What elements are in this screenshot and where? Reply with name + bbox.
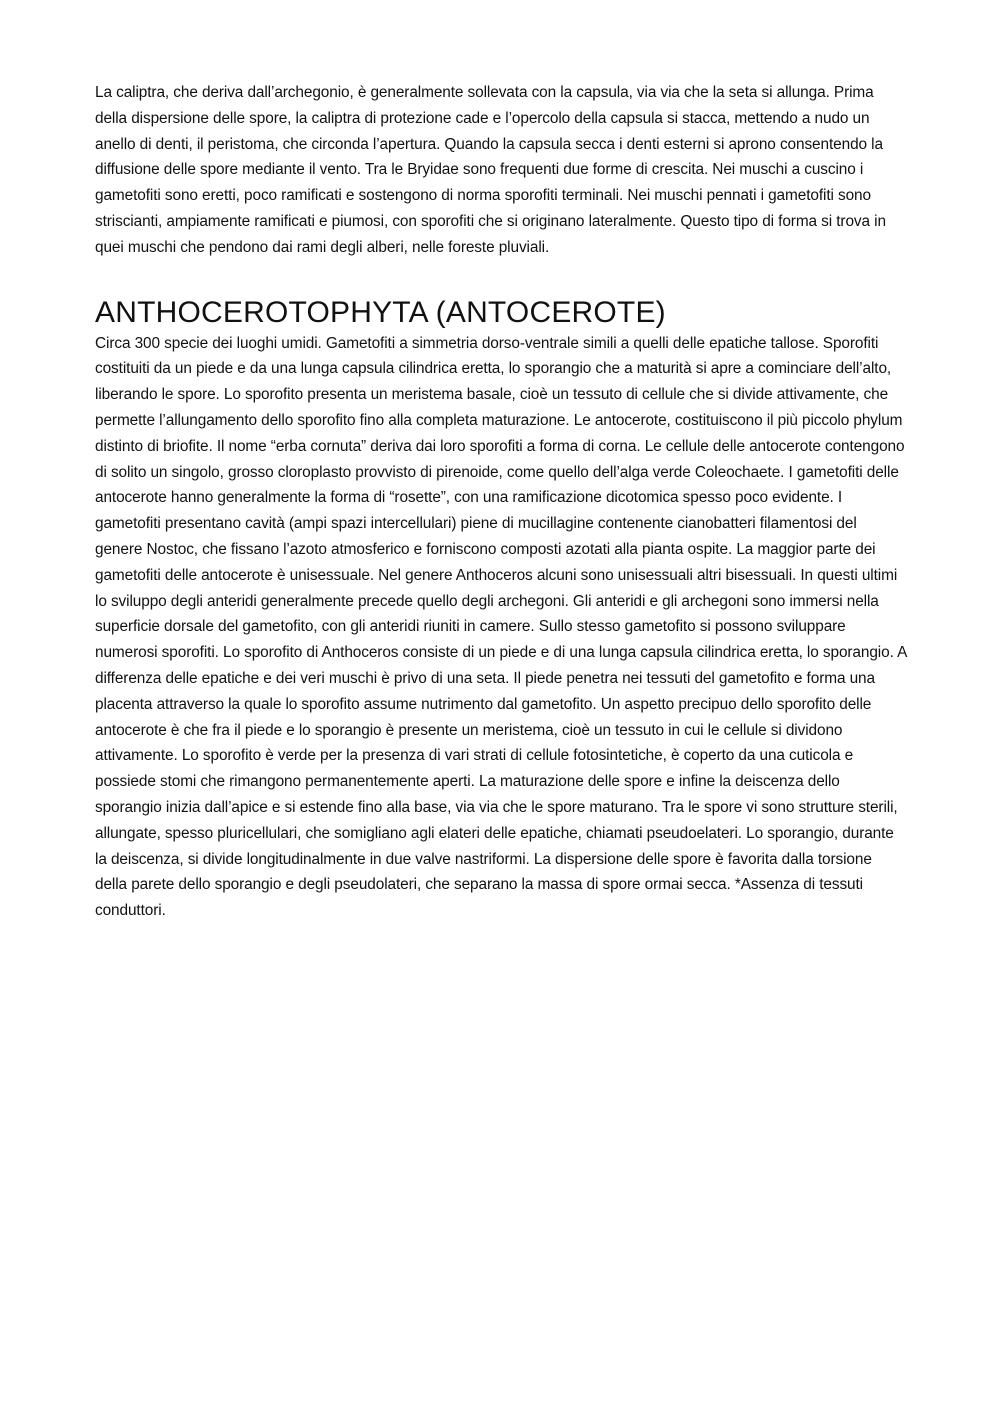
- document-page: [95, 80, 907, 924]
- section-paragraph: Circa 300 specie dei luoghi umidi. Gametofiti a simmetria dorso-ventrale simili a quelli delle epatiche tallose. Sporofiti costituiti da un piede e da una lunga capsula cilindrica eretta, lo sporangio che a maturità si apre a cominciare dell’alto, liberando le spore. Lo sporofito presenta un meristema basale, cioè un tessuto di cellule che si divide attivamente, che permette l’allungamento dello sporofito fino alla completa maturazione. Le antocerote, costituiscono il più piccolo phylum distinto di briofite. Il nome “erba cornuta” deriva dai loro sporofiti a forma di corna. Le cellule delle antocerote contengono di solito un singolo, grosso cloroplasto provvisto di pirenoide, come quello dell’alga verde Coleochaete. I gametofiti delle antocerote hanno generalmente la forma di “rosette”, con una ramificazione dicotomica spesso poco evidente. I gametofiti presentano cavità (ampi spazi intercellulari) piene di mucillagine contenente cianobatteri filamentosi del genere Nostoc, che fissano l’azoto atmosferico e forniscono composti azotati alla pianta ospite. La maggior parte dei gametofiti delle antocerote è unisessuale. Nel genere Anthoceros alcuni sono unisessuali altri bisessuali. In questi ultimi lo sviluppo degli anteridi generalmente precede quello degli archegoni. Gli anteridi e gli archegoni sono immersi nella superficie dorsale del gametofito, con gli anteridi riuniti in camere. Sullo stesso gametofito si possono sviluppare numerosi sporofiti. Lo sporofito di Anthoceros consiste di un piede e di una lunga capsula cilindrica eretta, lo sporangio. A differenza delle epatiche e dei veri muschi è privo di una seta. Il piede penetra nei tessuti del gametofito e forma una placenta attraverso la quale lo sporofito assume nutrimento dal gametofito. Un aspetto precipuo dello sporofito delle antocerote è che fra il piede e lo sporangio è presente un meristema, cioè un tessuto in cui le cellule si dividono attivamente. Lo sporofito è verde per la presenza di vari strati di cellule fotosintetiche, è coperto da una cuticola e possiede stomi che rimangono permanentemente aperti. La maturazione delle spore e infine la deiscenza dello sporangio inizia dall’apice e si estende fino alla base, via via che le spore maturano. Tra le spore vi sono strutture sterili, allungate, spesso pluricellulari, che somigliano agli elateri delle epatiche, chiamati pseudoelateri. Lo sporangio, durante la deiscenza, si divide longitudinalmente in due valve nastriformi. La dispersione delle spore è favorita dalla torsione della parete dello sporangio e degli pseudolateri, che separano la massa di spore ormai secca. *Assenza di tessuti conduttori.: [95, 334, 907, 920]
- section-heading: ANTHOCEROTOPHYTA (ANTOCEROTE): [95, 295, 666, 329]
- intro-paragraph: La caliptra, che deriva dall’archegonio, è generalmente sollevata con la capsula, via via che la seta si allunga. Prima della dispersione delle spore, la caliptra di protezione cade e l’opercolo della capsula si stacca, mettendo a nudo un anello di denti, il peristoma, che circonda l’apertura. Quando la capsula secca i denti esterni si aprono consentendo la diffusione delle spore mediante il vento. Tra le Bryidae sono frequenti due forme di crescita. Nei muschi a cuscino i gametofiti sono eretti, poco ramificati e sostengono di norma sporofiti terminali. Nei muschi pennati i gametofiti sono striscianti, ampiamente ramificati e piumosi, con sporofiti che si originano lateralmente. Questo tipo di forma si trova in quei muschi che pendono dai rami degli alberi, nelle foreste pluviali.: [95, 84, 886, 256]
